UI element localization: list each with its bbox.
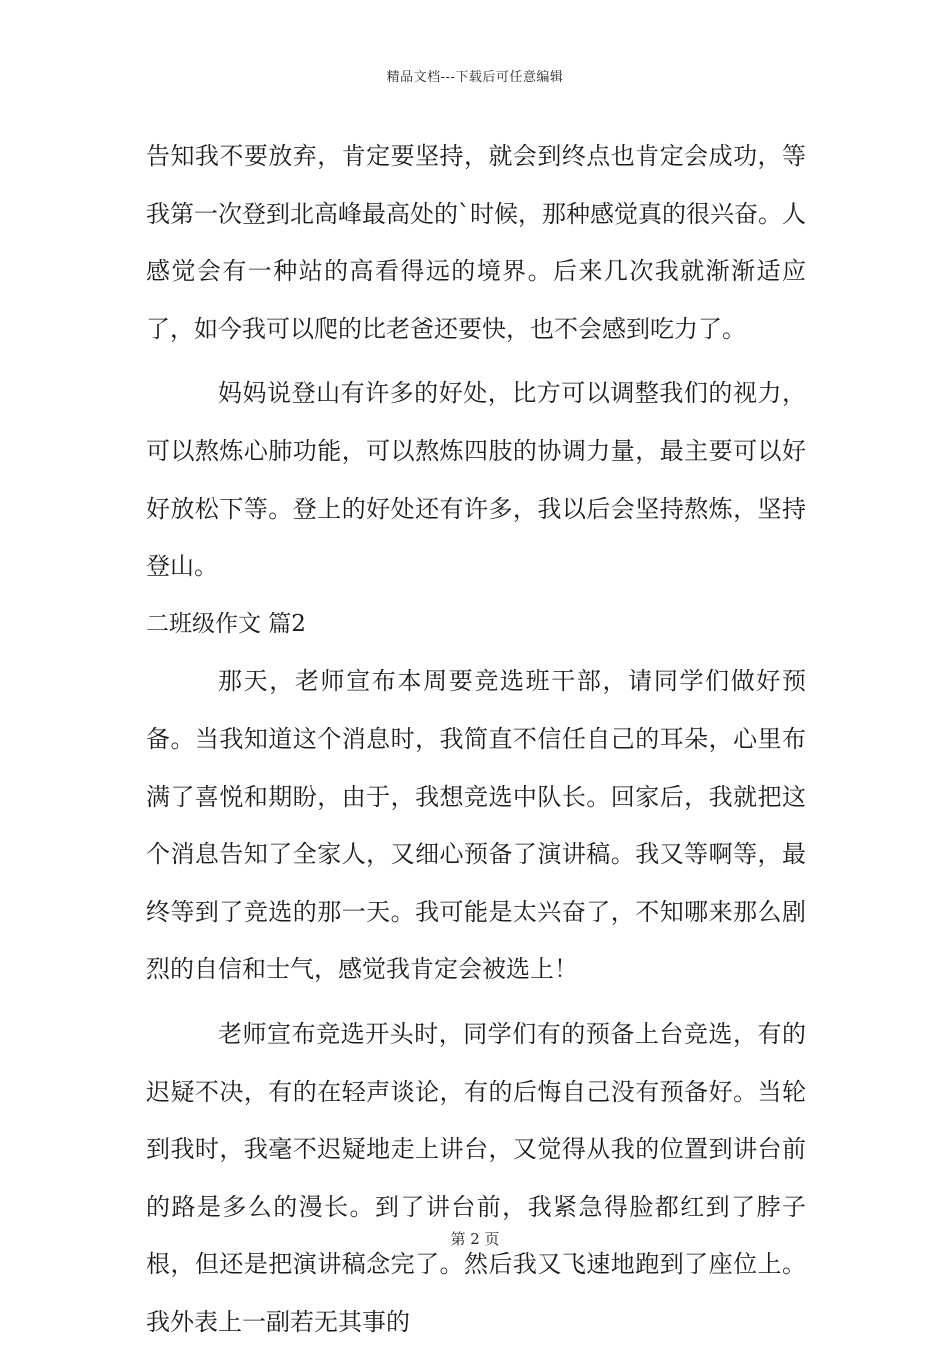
- section-heading: 二班级作文 篇2: [146, 610, 306, 637]
- paragraph-2: 妈妈说登山有许多的好处，比方可以调整我们的视力，可以熬炼心肺功能，可以熬炼四肢的协调力量，最主要可以好好放松下等。登上的好处还有许多，我以后会坚持熬炼，坚持登山。: [146, 379, 806, 581]
- page-header: 精品文档---下载后可任意编辑: [386, 70, 564, 85]
- paragraph-3: 那天，老师宣布本周要竞选班干部，请同学们做好预备。当我知道这个消息时，我简直不信任自己的耳朵，心里布满了喜悦和期盼，由于，我想竞选中队长。回家后，我就把这个消息告知了全家人，又细心预备了演讲稿。我又等啊等，最终等到了竞选的那一天。我可能是太兴奋了，不知哪来那么剧烈的自信和士气，感觉我肯定会被选上！: [146, 667, 806, 984]
- paragraph-spacer: [146, 358, 806, 365]
- paragraph-1: 告知我不要放弃，肯定要坚持，就会到终点也肯定会成功，等我第一次登到北高峰最高处的`时候，那种感觉真的很兴奋。人感觉会有一种站的高看得远的境界。后来几次我就渐渐适应了，如今我可以爬的比老爸还要快，也不会感到吃力了。: [146, 142, 806, 343]
- document-body: [146, 128, 806, 1351]
- paragraph-4: 老师宣布竞选开头时，同学们有的预备上台竞选，有的迟疑不决，有的在轻声谈论，有的后悔自己没有预备好。当轮到我时，我毫不迟疑地走上讲台，又觉得从我的位置到讲台前的路是多么的漫长。到了讲台前，我紧急得脸都红到了脖子根，但还是把演讲稿念完了。然后我又飞速地跑到了座位上。我外表上一副若无其事的: [146, 1019, 806, 1336]
- page-number: 第 2 页: [450, 1230, 500, 1248]
- paragraph-spacer: [146, 999, 806, 1006]
